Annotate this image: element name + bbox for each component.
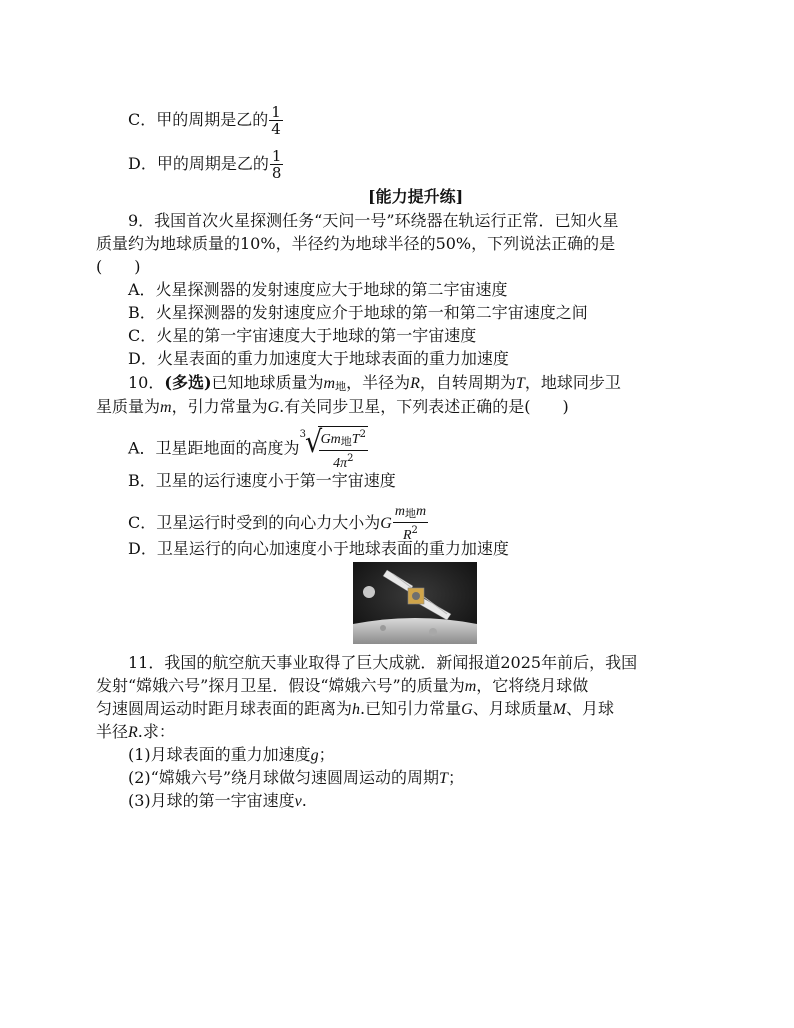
q11-sub2a: (2)“嫦娥六号”绕月球做匀速圆周运动的周期 bbox=[128, 768, 440, 787]
q11-line3d: 、月球 bbox=[566, 699, 615, 718]
satellite-over-moon-image bbox=[353, 562, 477, 644]
q10-stem-line1 bbox=[128, 372, 621, 398]
q10-m: m bbox=[160, 399, 172, 416]
q9-option-d: D．火星表面的重力加速度大于地球表面的重力加速度 bbox=[128, 349, 509, 368]
radical-sign-icon: √ bbox=[304, 425, 322, 460]
q11-line3a: 匀速圆周运动时距月球表面的距离为 bbox=[96, 699, 353, 718]
q11-h: h bbox=[352, 701, 361, 718]
q10-stem-line2 bbox=[96, 396, 569, 419]
satellite-illustration-icon bbox=[353, 562, 477, 644]
q10-option-a-text: A．卫星距地面的高度为 bbox=[128, 438, 300, 458]
fraction-num: 1 bbox=[271, 103, 281, 121]
prev-option-d-text: D．甲的周期是乙的 bbox=[128, 154, 269, 173]
q10-tag: (多选) bbox=[164, 373, 212, 392]
q10-option-d: D．卫星运行的向心加速度小于地球表面的重力加速度 bbox=[128, 539, 509, 558]
q11-G: G bbox=[461, 701, 473, 718]
q11-sub3b: . bbox=[301, 791, 307, 810]
root-num-gm: Gm bbox=[320, 432, 341, 447]
q10-stem-line2c: .有关同步卫星，下列表述正确的是( ) bbox=[279, 397, 569, 416]
q10-stem-d: ，地球同步卫 bbox=[524, 373, 621, 392]
q11-line2a: 发射“嫦娥六号”探月卫星．假设“嫦娥六号”的质量为 bbox=[96, 676, 465, 695]
q11-sub1a: (1)月球表面的重力加速度 bbox=[128, 745, 311, 764]
c-num-m2: m bbox=[415, 504, 427, 519]
q10-number: 10． bbox=[128, 373, 165, 392]
fraction-num: 1 bbox=[271, 147, 282, 165]
q10-T: T bbox=[515, 375, 525, 392]
q10-stem-b: ，半径为 bbox=[346, 373, 411, 392]
c-num-m: m bbox=[394, 504, 405, 519]
prev-option-c bbox=[128, 104, 283, 137]
root-num-sub: 地 bbox=[340, 435, 352, 448]
q11-line2b: ，它将绕月球做 bbox=[476, 676, 589, 695]
q11-sub3a: (3)月球的第一宇宙速度 bbox=[128, 791, 295, 810]
q9-option-c: C．火星的第一宇宙速度大于地球的第一宇宙速度 bbox=[128, 326, 477, 345]
q10-c-G: G bbox=[380, 515, 392, 532]
q11-line2 bbox=[96, 675, 588, 698]
q11-sub3 bbox=[128, 790, 307, 813]
q10-earth-sub: 地 bbox=[335, 380, 347, 393]
fraction-one-quarter bbox=[269, 104, 283, 137]
q10-G: G bbox=[267, 399, 280, 416]
q10-m-earth: m bbox=[323, 375, 336, 392]
q11-line4 bbox=[96, 721, 175, 744]
prev-option-d bbox=[128, 148, 283, 181]
q10-stem-line2b: ，引力常量为 bbox=[171, 397, 268, 416]
q10-option-c-text: C．卫星运行时受到的向心力大小为 bbox=[128, 513, 381, 532]
q9-option-b: B．火星探测器的发射速度应介于地球的第一和第二宇宙速度之间 bbox=[128, 303, 588, 322]
q9-option-a: A．火星探测器的发射速度应大于地球的第二宇宙速度 bbox=[128, 280, 508, 299]
q10-stem-c: ，自转周期为 bbox=[419, 373, 516, 392]
q11-v: v bbox=[294, 793, 302, 810]
root-num-sup: 2 bbox=[359, 429, 366, 440]
q10-option-a bbox=[128, 426, 368, 472]
c-den-sup: 2 bbox=[411, 525, 418, 536]
root-num-t: T bbox=[351, 432, 360, 447]
q11-R: R bbox=[128, 724, 138, 741]
q11-line3c: 、月球质量 bbox=[472, 699, 553, 718]
q9-stem-line3: ( ) bbox=[96, 257, 141, 276]
q10-stem-line2a: 星质量为 bbox=[96, 397, 161, 416]
cube-root-expression bbox=[300, 426, 368, 472]
c-den-R: R bbox=[402, 528, 412, 543]
fraction-den: 8 bbox=[271, 164, 282, 182]
q11-m: m bbox=[464, 678, 477, 695]
q11-g: g bbox=[310, 747, 319, 764]
root-den-sup: 2 bbox=[347, 453, 354, 464]
q10-R: R bbox=[410, 375, 420, 392]
q10-option-b: B．卫星的运行速度小于第一宇宙速度 bbox=[128, 471, 396, 490]
q11-line4a: 半径 bbox=[96, 722, 129, 741]
q11-sub1b: ； bbox=[318, 745, 335, 764]
q11-line1: 11．我国的航空航天事业取得了巨大成就．新闻报道2025年前后，我国 bbox=[128, 653, 638, 672]
q11-sub2 bbox=[128, 767, 464, 790]
root-index: 3 bbox=[299, 429, 306, 440]
q11-sub1 bbox=[128, 744, 335, 767]
q9-stem-line1: 9．我国首次火星探测任务“天问一号”环绕器在轨运行正常．已知火星 bbox=[128, 211, 619, 230]
fraction-one-eighth bbox=[270, 148, 284, 181]
q9-stem-line2: 质量约为地球质量的10%，半径约为地球半径的50%，下列说法正确的是 bbox=[96, 234, 616, 253]
q11-T: T bbox=[439, 770, 448, 787]
c-num-sub: 地 bbox=[404, 507, 416, 520]
prev-option-c-text: C．甲的周期是乙的 bbox=[128, 110, 269, 129]
q11-sub2b: ； bbox=[447, 768, 464, 787]
fraction-den: 4 bbox=[271, 120, 281, 138]
q11-line3 bbox=[96, 698, 614, 721]
root-den: 4π bbox=[333, 456, 348, 471]
q11-line4b: .求： bbox=[137, 722, 175, 741]
q10-stem-a: 已知地球质量为 bbox=[211, 373, 324, 392]
section-title: [能力提升练] bbox=[368, 187, 464, 206]
q11-M: M bbox=[552, 701, 567, 718]
q11-line3b: .已知引力常量 bbox=[360, 699, 462, 718]
